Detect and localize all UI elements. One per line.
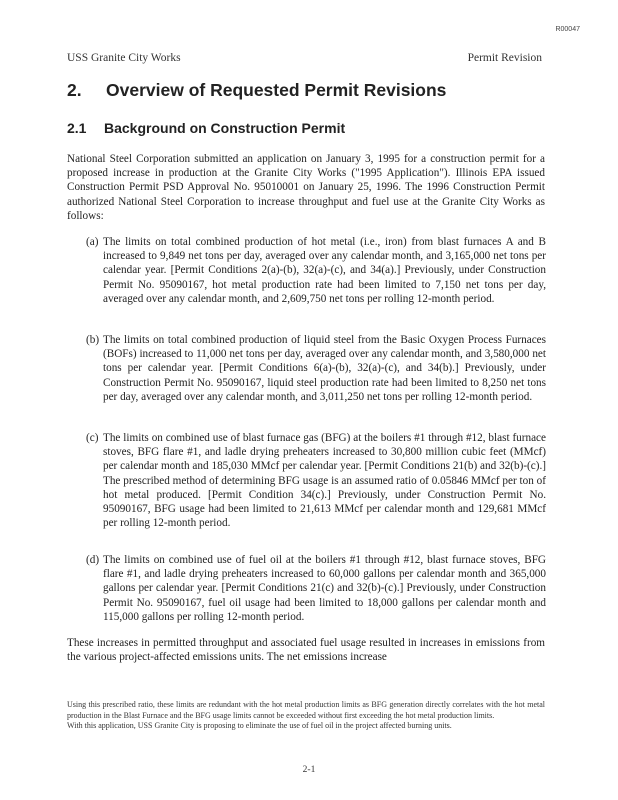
list-item-label: (a) [86,236,99,248]
page-number: 2-1 [302,765,316,775]
list-item [86,333,546,404]
closing-paragraph: These increases in permitted throughput and associated fuel usage resulted in increases in emissions from the various project-affected emissions units. The net emissions increase [67,637,545,664]
list-item [86,431,546,530]
list-item-label: (d) [86,554,100,566]
list-item-text: The limits on combined use of blast furnace gas (BFG) at the boilers #1 through #12, blast furnace stoves, BFG flare #1, and ladle drying preheaters increased to 30,800 million cubic feet (MMcf) per calendar month and 185,030 MMcf per calendar year. [Permit Conditions 21(b) and 32(b)-(c).] The prescribed method of determining BFG usage is an assumed ratio of 0.05846 MMcf per ton of hot metal produced. [Permit Condition 34(c).] Previously, under Construction Permit No. 95090167, BFG usage had been limited to 21,613 MMcf per calendar month and 129,681 MMcf per rolling 12-month period. [103,432,546,530]
running-header-left: USS Granite City Works [67,52,181,64]
section-number: 2. [67,80,82,100]
subsection-title: Background on Construction Permit [104,120,346,136]
section-heading [67,80,567,101]
list-item [86,553,546,624]
list-item [86,235,546,306]
intro-paragraph: National Steel Corporation submitted an application on January 3, 1995 for a construction permit for a proposed increase in production at the Granite City Works ("1995 Application"). Illinois EPA issued Construction Permit PSD Approval No. 95010001 on January 25, 1996. The 1996 Construction Permit authorized National Steel Corporation to increase throughput and fuel use at the Granite City Works as follows: [67,153,545,222]
list-item-text: The limits on total combined production of hot metal (i.e., iron) from blast furnaces A and B increased to 9,849 net tons per day, averaged over any calendar month, and 3,165,000 net tons per calendar year. [Permit Conditions 2(a)-(b), 32(a)-(c), and 34(a).] Previously, under Construction Permit No. 95090167, hot metal production rate had been limited to 7,150 net tons per day, averaged over any calendar month, and 2,609,750 net tons per rolling 12-month period. [103,236,546,305]
list-item-text: The limits on total combined production of liquid steel from the Basic Oxygen Process Furnaces (BOFs) increased to 11,000 net tons per day, averaged over any calendar month, and 3,580,000 net tons per calendar year. [Permit Conditions 6(a)-(b), 32(a)-(c), and 34(b).] Previously, under Construction Permit No. 95090167, liquid steel production rate had been limited to 8,250 net tons per day, averaged over any calendar month, and 3,011,250 net tons per rolling 12-month period. [103,334,546,403]
footnotes [67,700,545,732]
subsection-heading [67,120,567,136]
document-id: R00047 [555,26,580,33]
footnote: With this application, USS Granite City is proposing to eliminate the use of fuel oil in the project affected burning units. [67,721,452,731]
running-header-right: Permit Revision [467,52,542,64]
subsection-number: 2.1 [67,120,87,136]
list-item-text: The limits on combined use of fuel oil at the boilers #1 through #12, blast furnace stoves, BFG flare #1, and ladle drying preheaters increased to 60,000 gallons per calendar month and 365,000 gallons per calendar year. [Permit Conditions 21(c) and 32(b)-(c).] Previously, under Construction Permit No. 95090167, fuel oil usage had been limited to 18,000 gallons per calendar month and 115,000 gallons per rolling 12-month period. [103,554,546,623]
list-item-label: (c) [86,432,99,444]
list-item-label: (b) [86,334,100,346]
footnote: Using this prescribed ratio, these limits are redundant with the hot metal production limits as BFG generation directly correlates with the hot metal production in the Blast Furnace and the BFG usage limits cannot be exceeded without first exceeding the hot metal production limits. [67,700,545,720]
section-title: Overview of Requested Permit Revisions [106,80,447,100]
